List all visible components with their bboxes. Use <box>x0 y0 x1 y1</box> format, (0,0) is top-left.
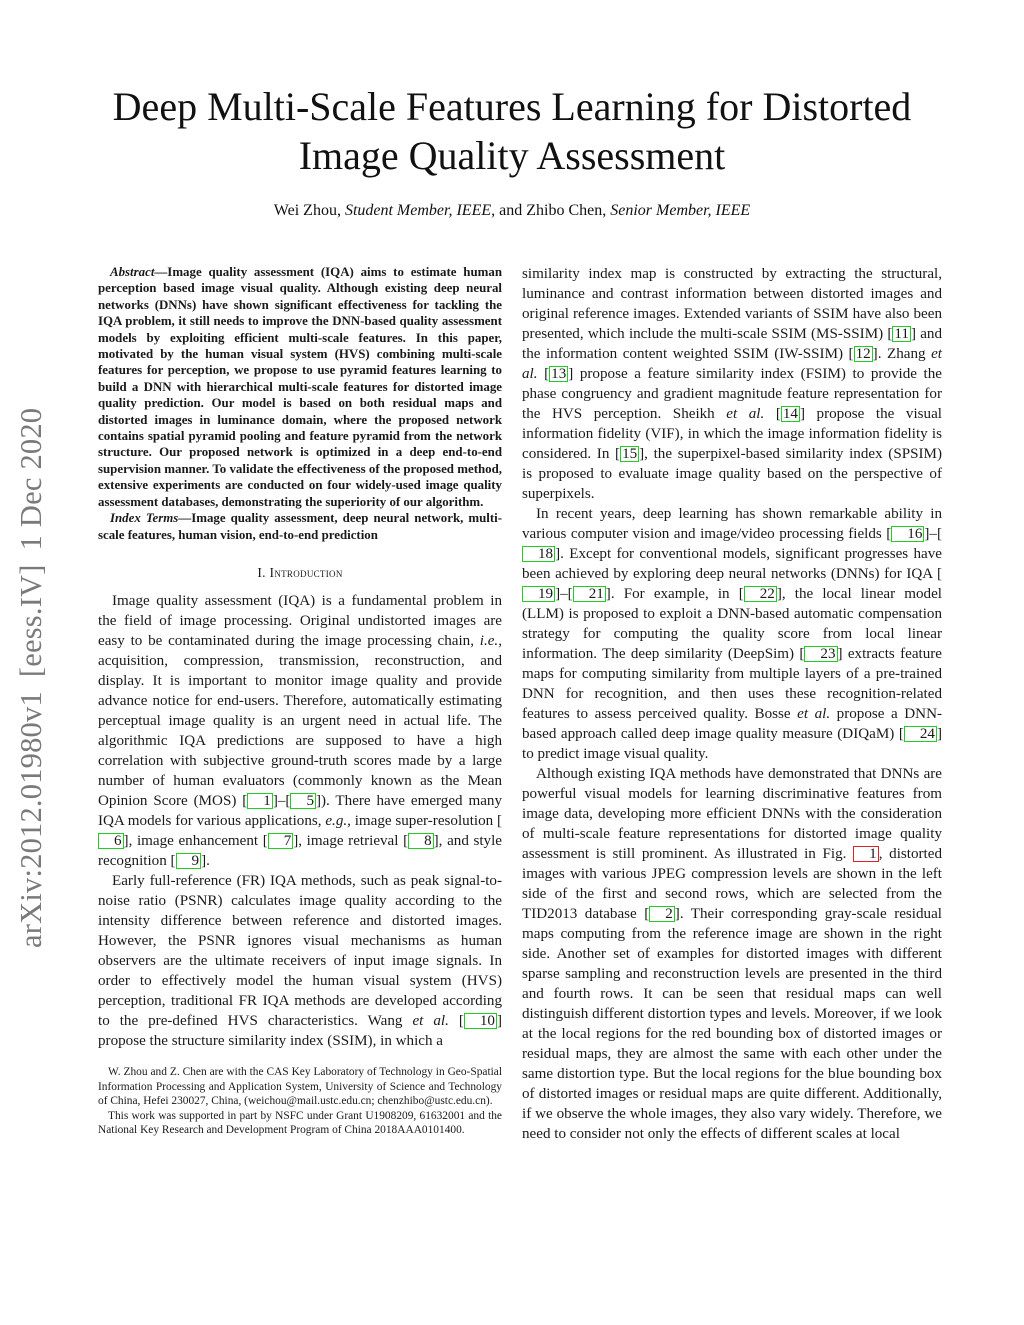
citation-link[interactable]: 6 <box>98 833 124 849</box>
citation-link[interactable]: 2 <box>649 906 675 922</box>
arxiv-date: 1 Dec 2020 <box>14 407 48 551</box>
footnote-funding: This work was supported in part by NSFC under Grant U1908209, 61632001 and the National Key Research and Development Program of China 2018AAA0101400. <box>98 1109 502 1137</box>
intro-paragraph-2: Early full-reference (FR) IQA methods, such as peak signal-to-noise ratio (PSNR) calculates image quality according to the intensity difference between reference and distorted images. However, the PSNR ignores visual mechanisms as human observers are the ultimate receivers of input image signals. In order to effectively model the human visual system (HVS) perception, traditional FR IQA methods are developed according to the pre-defined HVS characteristics. Wang et al. [ 10 ] propose the structure similarity index (SSIM), in which a <box>98 872 502 1049</box>
intro-paragraph-5: Although existing IQA methods have demonstrated that DNNs are powerful visual models for learning discriminative features from image data, developing more efficient DNNs with the consideration of multi-scale feature representations for distorted image quality assessment is still prominent. As illustrated in Fig. 1 , distorted images with various JPEG compression levels are shown in the left side of the first and second rows, which are selected from the TID2013 database [ 2 ]. Their corresponding gray-scale residual maps computing from the reference image are shown in the right side. Another set of examples for distorted images with different sparse sampling and reconstruction levels are presented in the third and fourth rows. It can be seen that residual maps can well distinguish different distortion types and levels. Moreover, if we look at the local regions for the red bounding box of distorted images or residual maps, they are almost the same with each other under the same distortion type. But the local regions for the blue bounding box of distorted images or residual maps are quite different. Additionally, if we observe the whole images, they also vary widely. Therefore, we need to consider not only the effects of different scales at local <box>522 766 942 1142</box>
citation-link[interactable]: 15 <box>622 446 638 462</box>
citation-link[interactable]: 13 <box>551 366 567 382</box>
citation-link[interactable]: 10 <box>464 1013 497 1029</box>
citation-link[interactable]: 5 <box>290 793 316 809</box>
author-1: Wei Zhou, <box>273 202 341 219</box>
author-2-role: Senior Member, IEEE <box>610 202 751 219</box>
citation-link[interactable]: 22 <box>744 586 777 602</box>
author-2: Zhibo Chen, <box>526 202 607 219</box>
abstract-label: Abstract <box>110 265 155 279</box>
citation-link[interactable]: 9 <box>176 853 202 869</box>
citation-link[interactable]: 21 <box>573 586 606 602</box>
right-column <box>522 264 942 1144</box>
paper-title: Deep Multi-Scale Features Learning for Distorted Image Quality Assessment <box>112 84 912 178</box>
intro-paragraph-3: similarity index map is constructed by extracting the structural, luminance and contrast information between distorted images and original reference images. Extended variants of SSIM have also been presented, which include the multi-scale SSIM (MS-SSIM) [ 11 ] and the information content weighted SSIM (IW-SSIM) [ 12 ]. Zhang et al. [ 13 ] propose a feature similarity index (FSIM) to provide the phase congruency and gradient magnitude feature representation for the HVS perception. Sheikh et al. [ 14 ] propose the visual information fidelity (VIF), in which the image information fidelity is considered. In [ 15 ], the superpixel-based similarity index (SPSIM) is proposed to evaluate image quality based on the perspective of superpixels. <box>522 266 942 502</box>
citation-link[interactable]: 16 <box>891 526 924 542</box>
abstract <box>98 264 502 510</box>
arxiv-id: arXiv:2012.01980v1 <box>14 691 48 948</box>
citation-link[interactable]: 14 <box>782 406 798 422</box>
abstract-text: —Image quality assessment (IQA) aims to estimate human perception based image visual quality. Although existing deep neural networks (DNNs) have shown significant effectiveness for tackling the IQA problem, it still needs to improve the DNN-based quality assessment models by exploiting efficient multi-scale features. In this paper, motivated by the human visual system (HVS) combining multi-scale features for perception, we propose to use pyramid features learning to build a DNN with hierarchical multi-scale features for distorted image quality prediction. Our model is based on both residual maps and distorted images in luminance domain, where the proposed network contains spatial pyramid pooling and feature pyramid from the network structure. Our proposed network is optimized in a deep end-to-end supervision manner. To validate the effectiveness of the proposed method, extensive experiments are conducted on four widely-used image quality assessment databases, demonstrating the superiority of our algorithm. <box>98 265 502 509</box>
citation-link[interactable]: 1 <box>247 793 273 809</box>
citation-link[interactable]: 19 <box>522 586 555 602</box>
citation-link[interactable]: 8 <box>408 833 434 849</box>
arxiv-stamp <box>14 394 49 948</box>
arxiv-category: [eess.IV] <box>14 564 48 678</box>
figure-reference-link[interactable]: 1 <box>853 846 879 862</box>
intro-paragraph-4: In recent years, deep learning has shown remarkable ability in various computer vision and image/video processing fields [ 16 ]–[18 ]. Except for conventional models, significant progresses have been achieved by exploring deep neural networks (DNNs) for IQA [19 ]–[ 21 ]. For example, in [ 22 ], the local linear model (LLM) is proposed to exploit a DNN-based automatic compensation strategy for computing the quality score from local linear information. The deep similarity (DeepSim) [ 23 ] extracts feature maps for computing similarity from multiple layers of a pre-trained DNN for recognition, and then uses these recognition-related features to assess perceived quality. Bosse et al. propose a DNN-based approach called deep image quality measure (DIQaM) [ 24 ] to predict image visual quality. <box>522 506 942 762</box>
index-terms-label: Index Terms <box>110 511 179 526</box>
citation-link[interactable]: 12 <box>855 346 871 362</box>
footnote-affiliation: W. Zhou and Z. Chen are with the CAS Key Laboratory of Technology in Geo-Spatial Information Processing and Application System, University of Science and Technology of China, Hefei 230027, China, (weichou@mail.ustc.edu.cn; chenzhibo@ustc.edu.cn). <box>98 1065 502 1108</box>
left-column <box>98 264 502 1138</box>
author-joiner: , and <box>491 202 527 219</box>
index-terms <box>98 510 502 543</box>
intro-paragraph-1: Image quality assessment (IQA) is a fundamental problem in the field of image processing. Original undistorted images are easy to be contaminated during the image processing chain, i.e., acquisition, compression, transmission, reconstruction, and display. It is important to monitor image quality and provide advance notice for end-users. Therefore, automatically estimating perceptual image quality is an urgent need in actual life. The algorithmic IQA predictions are supposed to have a high correlation with subjective ground-truth scores made by a large number of human evaluators (commonly known as the Mean Opinion Score (MOS) [ 1 ]–[ 5 ]). There have emerged many IQA models for various applications, e.g., image super-resolution [6 ], image enhancement [ 7 ], image retrieval [ 8 ], and style recognition [ 9 ]. <box>98 592 503 869</box>
citation-link[interactable]: 24 <box>904 726 937 742</box>
footnotes <box>98 1065 502 1138</box>
index-terms-text: —Image quality assessment, deep neural network, multi-scale features, human vision, end-to-end prediction <box>98 511 503 542</box>
citation-link[interactable]: 7 <box>268 833 294 849</box>
citation-link[interactable]: 18 <box>522 546 555 562</box>
author-line <box>60 202 964 220</box>
citation-link[interactable]: 11 <box>894 326 909 342</box>
section-heading-introduction: I. Introduction <box>257 564 343 580</box>
citation-link[interactable]: 23 <box>804 646 837 662</box>
author-1-role: Student Member, IEEE <box>344 202 492 219</box>
